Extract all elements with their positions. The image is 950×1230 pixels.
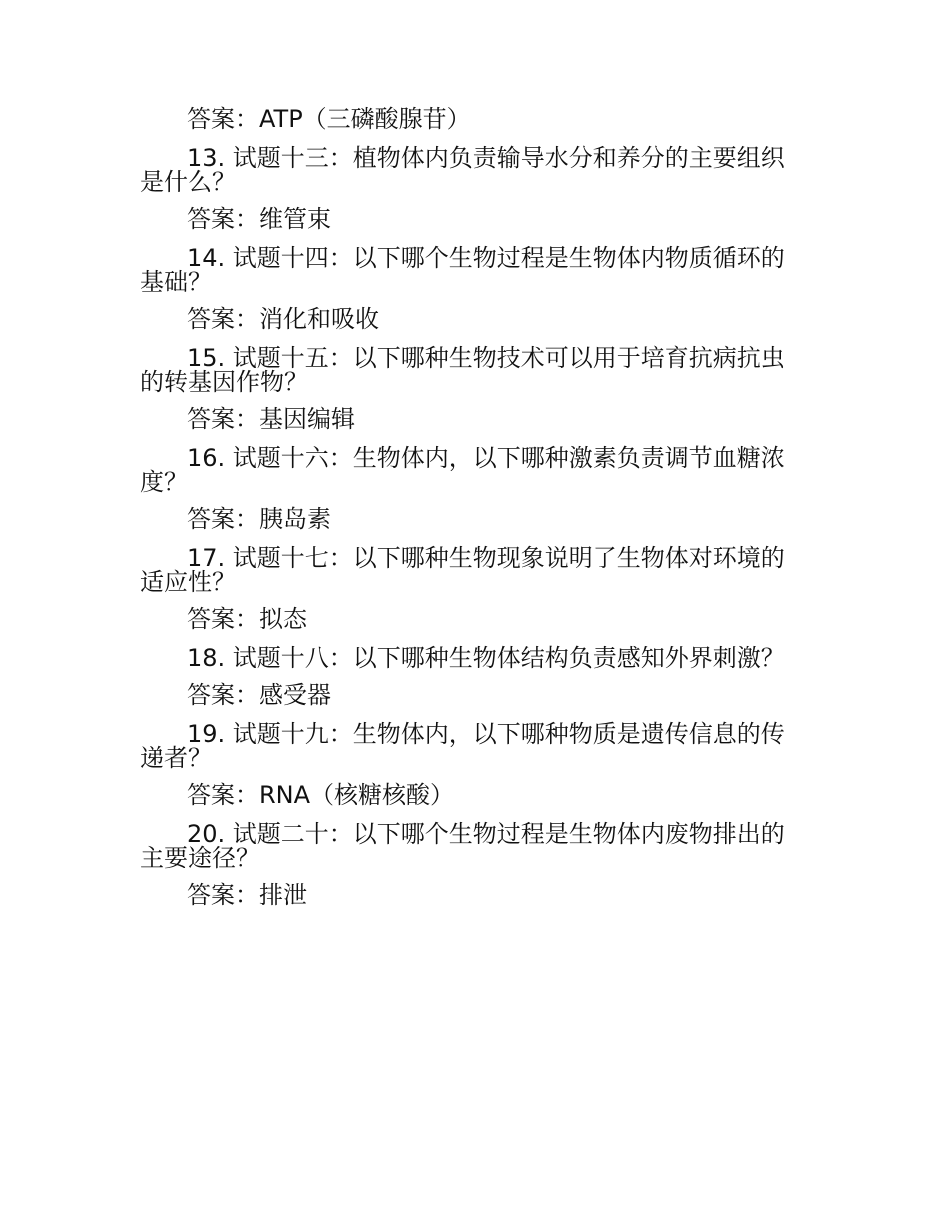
answer-12: 答案：ATP（三磷酸腺苷） [187, 105, 471, 133]
answer-15: 答案：基因编辑 [187, 405, 355, 433]
question-19: 19. 试题十九：生物体内，以下哪种物质是遗传信息的传递者？ [140, 720, 785, 772]
question-18: 18. 试题十八：以下哪种生物体结构负责感知外界刺激？ [187, 644, 785, 672]
question-17: 17. 试题十七：以下哪种生物现象说明了生物体对环境的适应性？ [140, 544, 785, 596]
answer-14: 答案：消化和吸收 [187, 305, 379, 333]
answer-18: 答案：感受器 [187, 681, 331, 709]
quiz-content [140, 100, 805, 914]
answer-20: 答案：排泄 [187, 881, 307, 909]
answer-13: 答案：维管束 [187, 205, 331, 233]
answer-16: 答案：胰岛素 [187, 505, 331, 533]
answer-17: 答案：拟态 [187, 605, 307, 633]
question-16: 16. 试题十六：生物体内，以下哪种激素负责调节血糖浓度？ [140, 444, 785, 496]
answer-19: 答案：RNA（核糖核酸） [187, 781, 455, 809]
question-20: 20. 试题二十：以下哪个生物过程是生物体内废物排出的主要途径？ [140, 820, 785, 872]
question-15: 15. 试题十五：以下哪种生物技术可以用于培育抗病抗虫的转基因作物？ [140, 344, 785, 396]
question-13: 13. 试题十三：植物体内负责输导水分和养分的主要组织是什么？ [140, 144, 785, 196]
question-14: 14. 试题十四：以下哪个生物过程是生物体内物质循环的基础？ [140, 244, 785, 296]
